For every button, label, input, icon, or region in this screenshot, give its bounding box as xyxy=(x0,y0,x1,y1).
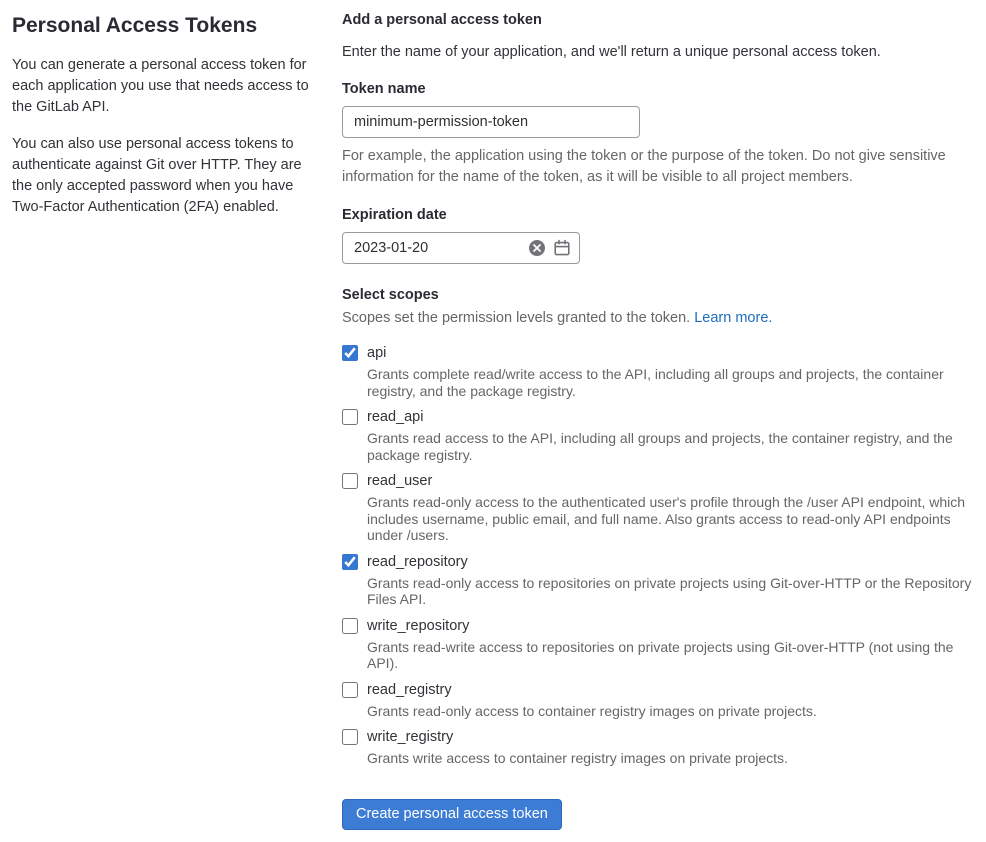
clear-icon[interactable] xyxy=(528,239,546,257)
scope-label[interactable]: read_registry xyxy=(367,681,452,698)
learn-more-link[interactable]: Learn more. xyxy=(694,310,773,326)
scope-label[interactable]: read_repository xyxy=(367,553,468,570)
create-token-button[interactable]: Create personal access token xyxy=(342,799,562,830)
token-name-input[interactable] xyxy=(342,106,640,138)
scope-list xyxy=(342,343,974,767)
scope-checkbox-write-repository[interactable] xyxy=(342,618,358,634)
form-subheading: Enter the name of your application, and we'll return a unique personal access token. xyxy=(342,44,881,60)
calendar-icon[interactable] xyxy=(553,239,571,257)
scopes-section xyxy=(342,287,974,767)
scope-checkbox-api[interactable] xyxy=(342,345,358,361)
token-form xyxy=(330,12,974,830)
scope-label[interactable]: write_repository xyxy=(367,617,470,634)
page-title: Personal Access Tokens xyxy=(12,14,258,37)
scopes-help xyxy=(342,308,974,328)
form-heading: Add a personal access token xyxy=(342,12,542,28)
scope-item-read-repository xyxy=(342,552,974,608)
page-description-1: You can generate a personal access token for each application you use that needs access to the GitLab API. xyxy=(12,57,309,115)
token-name-help: For example, the application using the token or the purpose of the token. Do not give sensitive information for the name of the token, as it will be visible to all project members. xyxy=(342,148,946,185)
scope-checkbox-read-user[interactable] xyxy=(342,473,358,489)
scope-checkbox-read-registry[interactable] xyxy=(342,682,358,698)
scope-label[interactable]: api xyxy=(367,345,387,361)
scope-description: Grants read access to the API, including all groups and projects, the container registry, and the package registry. xyxy=(367,430,953,463)
scope-item-api xyxy=(342,343,974,399)
scope-checkbox-read-api[interactable] xyxy=(342,409,358,425)
scopes-help-text: Scopes set the permission levels granted to the token. xyxy=(342,310,691,326)
scope-description: Grants read-only access to container registry images on private projects. xyxy=(367,702,817,719)
scope-item-read-registry xyxy=(342,680,974,720)
expiration-date-field xyxy=(342,232,580,264)
scope-label[interactable]: read_api xyxy=(367,409,424,425)
select-scopes-label: Select scopes xyxy=(342,287,439,303)
token-name-label: Token name xyxy=(342,81,426,97)
scope-item-read-user xyxy=(342,471,974,544)
scope-description: Grants read-only access to the authenticated user's profile through the /user API endpoint, which includes username, public email, and full name. Also grants access to read-only API endpoints under /users. xyxy=(367,494,966,543)
expiration-date-label: Expiration date xyxy=(342,207,447,223)
scope-label[interactable]: write_registry xyxy=(367,729,454,745)
scope-description: Grants write access to container registry images on private projects. xyxy=(367,750,788,766)
settings-description-column xyxy=(12,12,330,830)
scope-description: Grants read-write access to repositories on private projects using Git-over-HTTP (not using the API). xyxy=(367,638,954,671)
scope-item-write-registry xyxy=(342,727,974,767)
scope-label[interactable]: read_user xyxy=(367,473,433,489)
scope-description: Grants complete read/write access to the API, including all groups and projects, the container registry, and the package registry. xyxy=(367,366,944,399)
date-field-icons xyxy=(528,232,571,264)
page-description-2: You can also use personal access tokens to authenticate against Git over HTTP. They are the only accepted password when you have Two-Factor Authentication (2FA) enabled. xyxy=(12,136,302,215)
scope-checkbox-write-registry[interactable] xyxy=(342,729,358,745)
scope-item-write-repository xyxy=(342,616,974,672)
scope-description: Grants read-only access to repositories on private projects using Git-over-HTTP or the Repository Files API. xyxy=(367,574,972,607)
scope-item-read-api xyxy=(342,407,974,463)
scope-checkbox-read-repository[interactable] xyxy=(342,554,358,570)
